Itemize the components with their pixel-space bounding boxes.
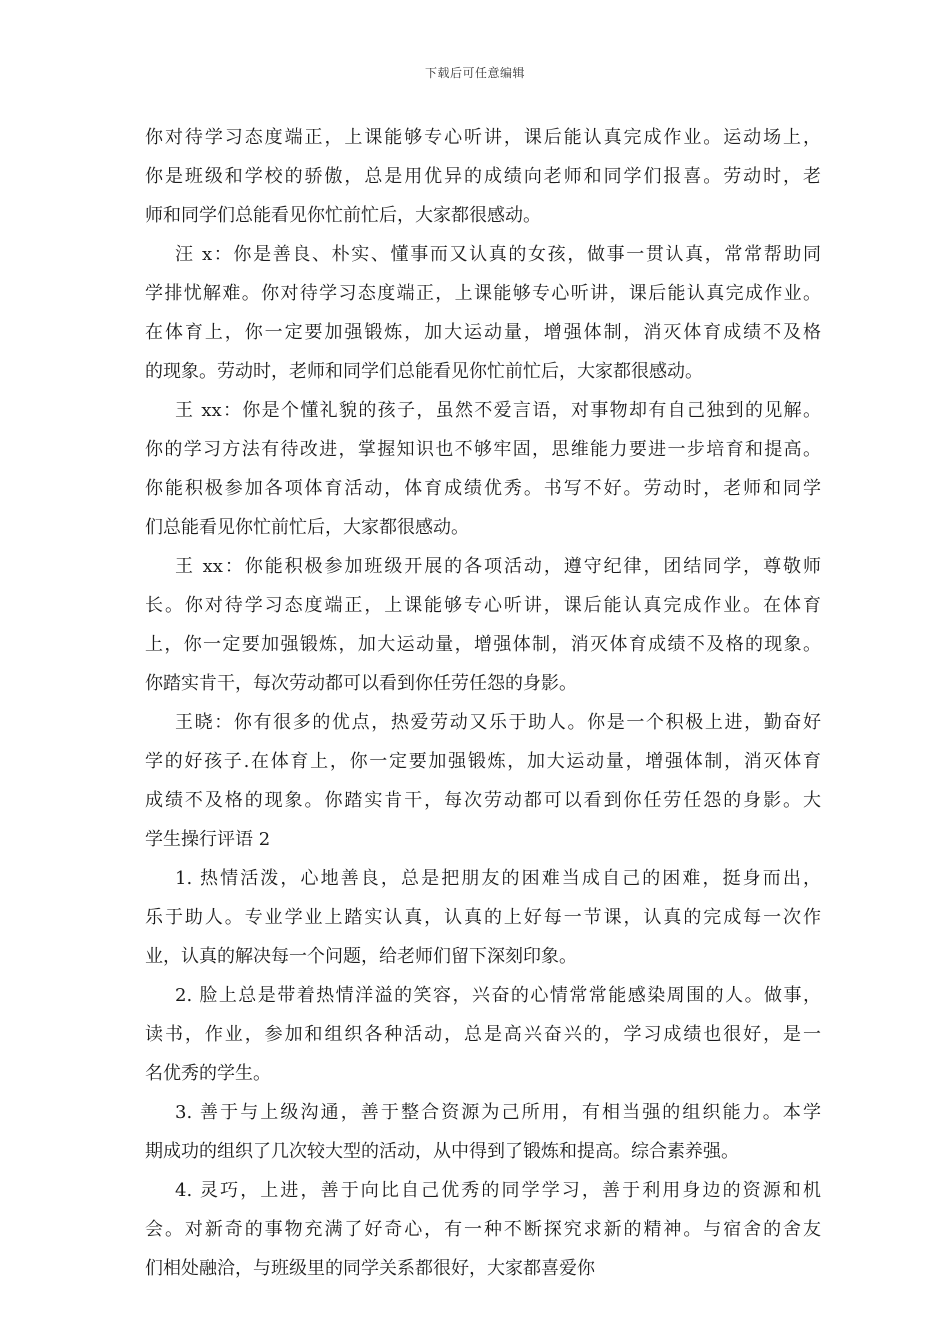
text-line: 王晓：你有很多的优点，热爱劳动又乐于助人。你是一个积极上进，勤奋好 — [175, 712, 821, 733]
text-line: 你的学习方法有待改进，掌握知识也不够牢固，思维能力要进一步培育和提高。 — [145, 439, 821, 460]
text-line: 1. 热情活泼，心地善良，总是把朋友的困难当成自己的困难，挺身而出， — [175, 868, 821, 889]
text-line: 学的好孩子.在体育上，你一定要加强锻炼，加大运动量，增强体制，消灭体育 — [145, 751, 821, 772]
text-line: 的现象。劳动时，老师和同学们总能看见你忙前忙后，大家都很感动。 — [145, 361, 703, 382]
text-line: 王 xx：你是个懂礼貌的孩子，虽然不爱言语，对事物却有自己独到的见解。 — [175, 400, 821, 421]
text-line: 会。对新奇的事物充满了好奇心，有一种不断探究求新的精神。与宿舍的舍友 — [145, 1219, 821, 1240]
text-line: 成绩不及格的现象。你踏实肯干，每次劳动都可以看到你任劳任怨的身影。大 — [145, 790, 821, 811]
text-line: 你踏实肯干，每次劳动都可以看到你任劳任怨的身影。 — [145, 673, 577, 694]
text-line: 你能积极参加各项体育活动，体育成绩优秀。书写不好。劳动时，老师和同学 — [145, 478, 821, 499]
text-line: 读书，作业，参加和组织各种活动，总是高兴奋兴的，学习成绩也很好，是一 — [145, 1024, 821, 1045]
text-line: 期成功的组织了几次较大型的活动，从中得到了锻炼和提高。综合素养强。 — [145, 1141, 739, 1162]
text-line: 你对待学习态度端正，上课能够专心听讲，课后能认真完成作业。运动场上， — [145, 127, 821, 148]
text-line: 长。你对待学习态度端正，上课能够专心听讲，课后能认真完成作业。在体育 — [145, 595, 821, 616]
text-line: 王 xx：你能积极参加班级开展的各项活动，遵守纪律，团结同学，尊敬师 — [175, 556, 821, 577]
text-line: 们相处融洽，与班级里的同学关系都很好，大家都喜爱你 — [145, 1258, 595, 1279]
text-line: 2. 脸上总是带着热情洋溢的笑容，兴奋的心情常常能感染周围的人。做事， — [175, 985, 821, 1006]
text-line: 学排忧解难。你对待学习态度端正，上课能够专心听讲，课后能认真完成作业。 — [145, 283, 821, 304]
text-line: 4. 灵巧，上进，善于向比自己优秀的同学学习，善于利用身边的资源和机 — [175, 1180, 821, 1201]
text-line: 上，你一定要加强锻炼，加大运动量，增强体制，消灭体育成绩不及格的现象。 — [145, 634, 821, 655]
text-line: 们总能看见你忙前忙后，大家都很感动。 — [145, 517, 469, 538]
text-line: 3. 善于与上级沟通，善于整合资源为己所用，有相当强的组织能力。本学 — [175, 1102, 821, 1123]
text-line: 乐于助人。专业学业上踏实认真，认真的上好每一节课，认真的完成每一次作 — [145, 907, 821, 928]
text-line: 师和同学们总能看见你忙前忙后，大家都很感动。 — [145, 205, 541, 226]
document-body — [145, 118, 821, 1288]
text-line: 业，认真的解决每一个问题，给老师们留下深刻印象。 — [145, 946, 577, 967]
text-line: 在体育上，你一定要加强锻炼，加大运动量，增强体制，消灭体育成绩不及格 — [145, 322, 821, 343]
text-line: 你是班级和学校的骄傲，总是用优异的成绩向老师和同学们报喜。劳动时，老 — [145, 166, 821, 187]
text-line: 学生操行评语 2 — [145, 829, 271, 850]
page-header-note: 下载后可任意编辑 — [424, 66, 525, 80]
text-line: 名优秀的学生。 — [145, 1063, 271, 1084]
text-line: 汪 x：你是善良、朴实、懂事而又认真的女孩，做事一贯认真，常常帮助同 — [175, 244, 821, 265]
